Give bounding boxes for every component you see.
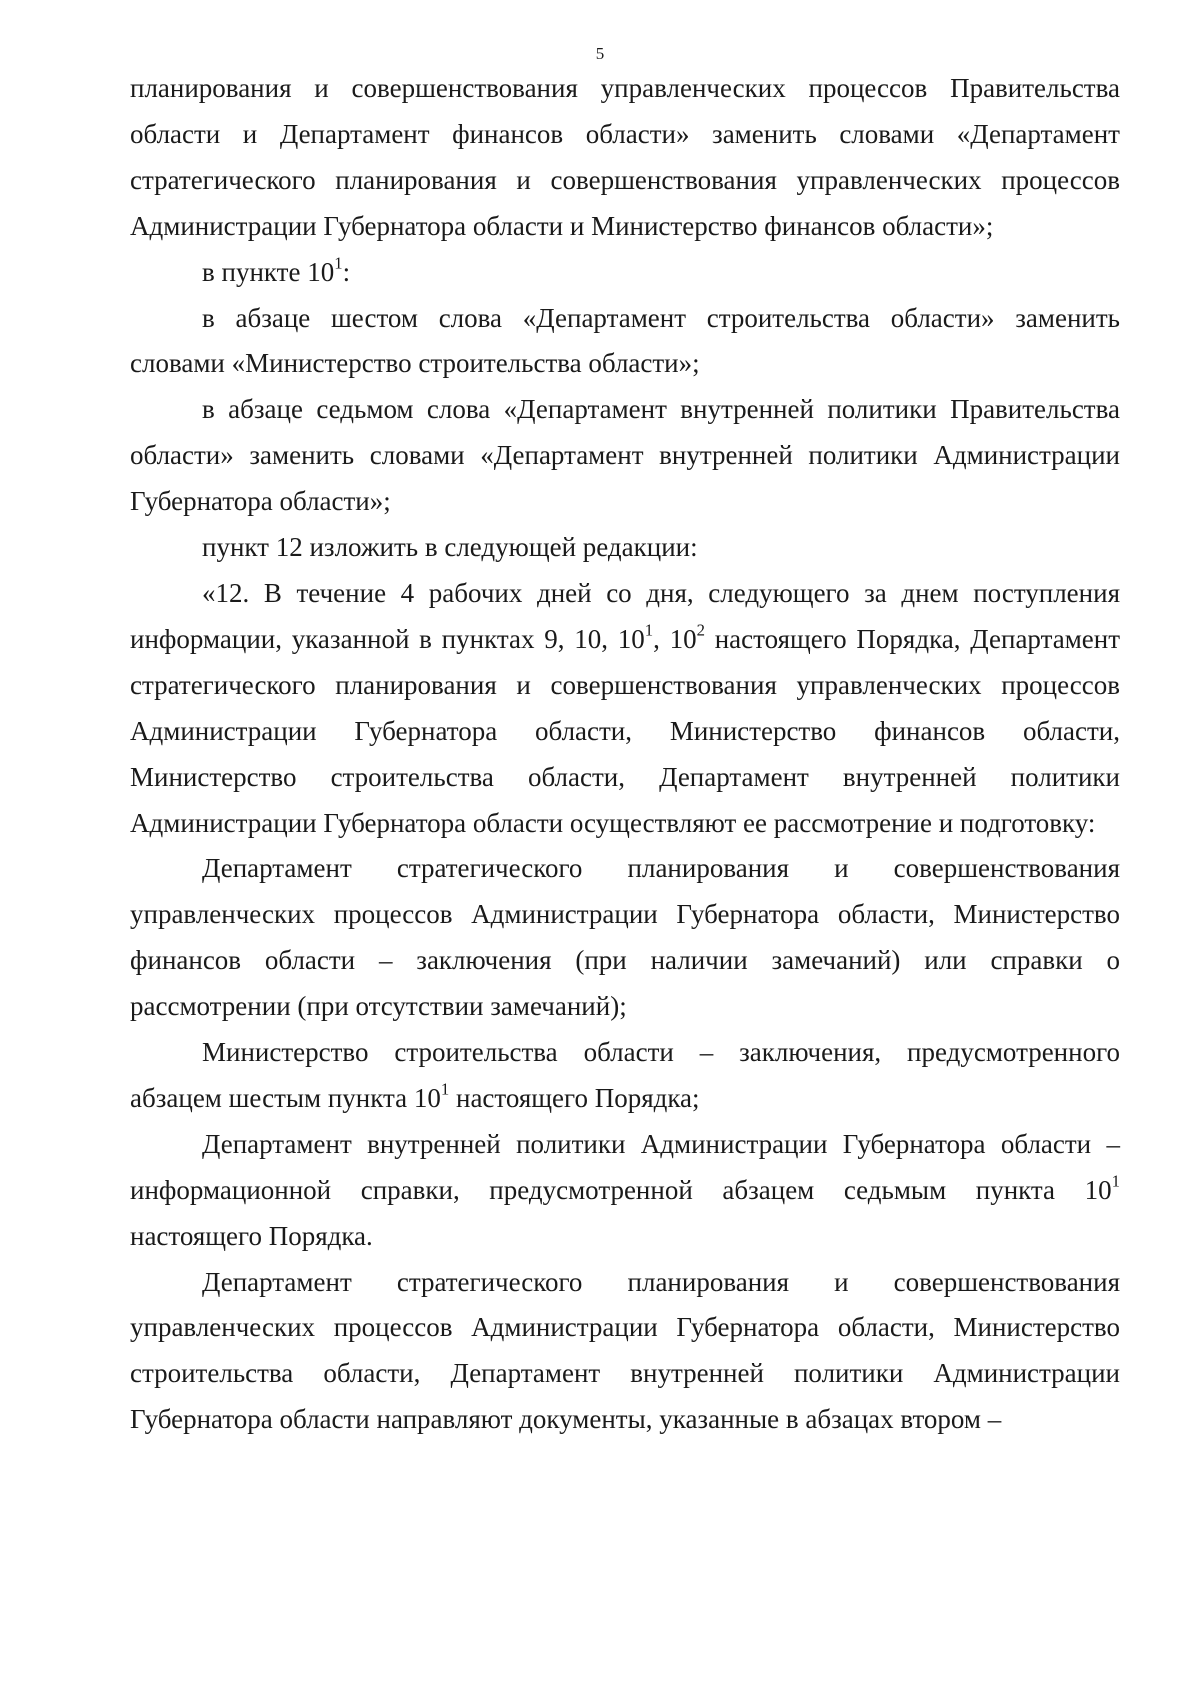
paragraph xyxy=(130,250,1120,296)
paragraph-text: Министерство строительства области – заключения, предусмотренного абзацем шестым пункта 10 xyxy=(130,1037,1120,1113)
paragraph xyxy=(130,1260,1120,1444)
paragraph-text: настоящего Порядка, Департамент стратегического планирования и совершенствования управленческих процессов Администрации Губернатора области, Министерство финансов области, Министерство строительства области, Департамент внутренней политики Администрации Губернатора области осуществляют ее рассмотрение и подготовку: xyxy=(130,623,1121,838)
paragraph-text: , 10 xyxy=(653,623,697,654)
paragraph xyxy=(130,387,1120,525)
superscript-index: 1 xyxy=(334,253,343,273)
document-body xyxy=(130,66,1120,1443)
paragraph-text: в абзаце шестом слова «Департамент строительства области» заменить словами «Министерство строительства области»; xyxy=(130,302,1120,379)
paragraph-text: Департамент стратегического планирования и совершенствования управленческих процессов Администрации Губернатора области, Министерство строительства области, Департамент внутренней политики Администрации Губернатора области направляют документы, указанные в абзацах втором – xyxy=(130,1266,1120,1435)
paragraph-text: : xyxy=(342,256,351,287)
paragraph-text: настоящего Порядка; xyxy=(449,1082,700,1113)
superscript-index: 1 xyxy=(644,620,654,640)
paragraph xyxy=(130,296,1120,388)
paragraph xyxy=(130,1030,1120,1122)
paragraph-text: планирования и совершенствования управленческих процессов Правительства области и Департамент финансов области» заменить словами «Департамент стратегического планирования и совершенствования управленческих процессов Администрации Губернатора области и Министерство финансов области»; xyxy=(130,73,1120,241)
superscript-index: 2 xyxy=(696,620,705,640)
paragraph-text: «12. В течение 4 рабочих дней со дня, следующего за днем поступления информации, указанной в пунктах 9, 10, 10 xyxy=(130,577,1120,654)
paragraph xyxy=(130,1122,1120,1260)
superscript-index: 1 xyxy=(1111,1171,1120,1191)
paragraph-text: пункт 12 изложить в следующей редакции: xyxy=(202,532,698,563)
paragraph xyxy=(130,66,1120,250)
superscript-index: 1 xyxy=(440,1079,450,1099)
paragraph xyxy=(130,525,1120,571)
paragraph-text: настоящего Порядка. xyxy=(130,1220,373,1251)
paragraph-text: Департамент внутренней политики Администрации Губернатора области – информационной справки, предусмотренной абзацем седьмым пункта 10 xyxy=(130,1128,1120,1205)
paragraph-text: в абзаце седьмом слова «Департамент внутренней политики Правительства области» заменить словами «Департамент внутренней политики Администрации Губернатора области»; xyxy=(130,394,1120,517)
paragraph xyxy=(130,571,1120,846)
paragraph-text: в пункте 10 xyxy=(202,256,335,287)
page-number: 5 xyxy=(595,44,605,63)
paragraph xyxy=(130,846,1120,1030)
paragraph-text: Департамент стратегического планирования и совершенствования управленческих процессов Администрации Губернатора области, Министерство финансов области – заключения (при наличии замечаний) или справки о рассмотрении (при отсутствии замечаний); xyxy=(130,853,1120,1022)
